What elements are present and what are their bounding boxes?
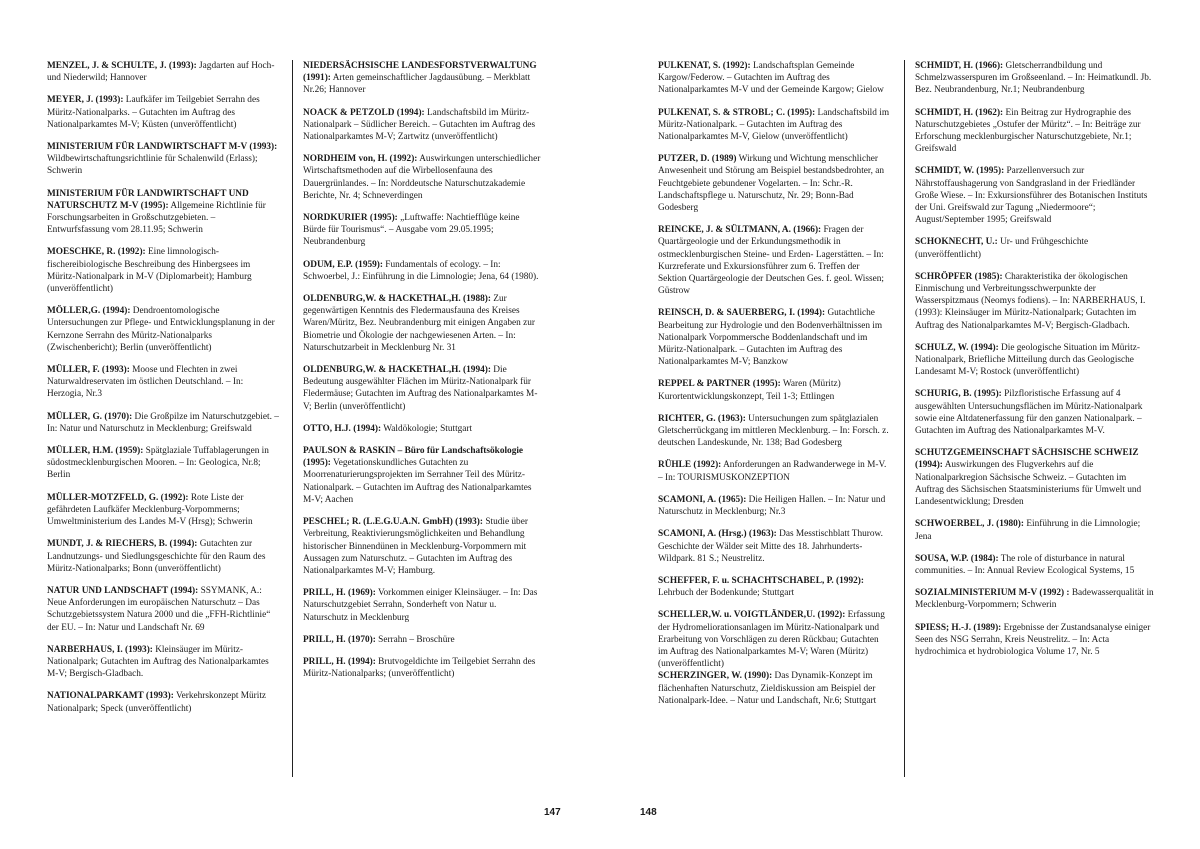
bibliography-column-3 [658,60,890,717]
entry-text: Auswirkungen des Flugverkehrs auf die Nationalparkregion Sächsische Schweiz. – Gutachten im Auftrag des Sächsischen Staatsministeriums für Umwelt und Landesentwicklung; Dresden [915,460,1142,508]
column-divider-left-page [292,60,293,777]
entry-author: PULKENAT, S. (1992): [658,61,751,71]
entry-text: Auswirkungen unterschiedlicher Wirtschaftsmethoden auf die Wirbellosenfauna des Dauergrünlandes. – In: Norddeutsche Naturschutzakademie Berichte, Nr. 4; Schneverdingen [303,154,541,201]
bibliography-entry [915,447,1155,508]
bibliography-column-4 [915,60,1155,668]
entry-author: SCHMIDT, W. (1995): [915,166,1005,177]
entry-author: RÜHLE (1992): [658,460,722,471]
entry-text: Ein Beitrag zur Hydrographie des Naturschutzgebietes „Ostufer der Müritz“. – In: Beiträge zur Erforschung mecklenburgischer Naturschutzgebiete, Nr.1; Greifswald [915,107,1141,155]
bibliography-entry [303,153,542,202]
bibliography-entry [915,622,1155,659]
entry-author: RICHTER, G. (1963): [658,413,746,424]
entry-text: The role of disturbance in natural communities. – In: Annual Review Ecological Systems, 15 [915,553,1135,576]
entry-text: Das Dynamik-Konzept im flächenhaften Naturschutz, Zieldiskussion am Beispiel der Nationalpark-Idee. – Natur und Landschaft, Nr.6; Stuttgart [658,671,877,706]
entry-author: REINCKE, J. & SÜLTMANN, A. (1966): [658,225,822,236]
entry-text: Fundamentals of ecology. – In: Schwoerbel, J.: Einführung in die Limnologie; Jena, 64 (1980). [303,259,539,282]
entry-text: Spätglaziale Tuffablagerungen in südostmecklenburgischen Mooren. – In: Geologica, Nr.8; Berlin [47,446,269,481]
entry-text: Das Messtischblatt Thurow. Geschichte der Wälder seit Mitte des 18. Jahrhunderts-Wildpark. 81 S.; Neustrelitz. [658,529,883,564]
entry-text: Brutvogeldichte im Teilgebiet Serrahn des Müritz-Nationalparks; (unveröffentlicht) [303,656,536,680]
bibliography-entry [47,492,279,529]
entry-text: Die Großpilze im Naturschutzgebiet. – In: Natur und Naturschutz in Mecklenburg; Greifswald [47,411,279,434]
entry-author: MÜLLER, F. (1993): [47,365,130,376]
entry-author: MENZEL, J. & SCHULTE, J. (1993): [47,61,197,71]
bibliography-entry [303,107,542,144]
bibliography-entry [303,445,542,506]
entry-text: Gutachten zur Landnutzungs- und Siedlungsgeschichte für den Raum des Müritz-Nationalparks; Bonn (unveröffentlicht) [47,539,266,574]
entry-text: Vegetationskundliches Gutachten zu Moorrenaturierungsprojekten im Serrahner Teil des Müritz-Nationalpark. – Gutachten im Auftrag des Nationalparkamtes M-V; Aachen [303,458,532,505]
bibliography-entry [303,656,542,680]
entry-author: MÖLLER,G. (1994): [47,306,131,317]
entry-text: Die Heiligen Hallen. – In: Natur und Naturschutz in Mecklenburg; Nr.3 [658,494,886,518]
entry-text: Eine limnologisch-fischereibiologische Beschreibung des Hinbergsees im Müritz-Nationalpark in M-V (Diplomarbeit); Hamburg (unveröffentlicht) [47,247,252,295]
bibliography-entry [47,188,279,237]
entry-text: Waren (Müritz) Kurortentwicklungskonzept, Teil 1-3; Ettlingen [658,379,841,402]
bibliography-entry [303,212,542,249]
page-number-right: 148 [640,807,657,818]
entry-author: SCHOKNECHT, U.: [915,237,998,248]
entry-author: PRILL, H. (1994): [303,656,376,667]
entry-author: NATUR UND LANDSCHAFT (1994): [47,585,199,596]
bibliography-entry [915,165,1155,226]
page-number-left: 147 [544,807,561,818]
entry-text: Kleinsäuger im Müritz-Nationalpark; Gutachten im Auftrag des Nationalparkamtes M-V; Bergisch-Gladbach. [47,644,269,680]
entry-author: NOACK & PETZOLD (1994): [303,107,425,118]
bibliography-entry [915,236,1155,260]
entry-text: Wirkung und Wichtung menschlicher Anwesenheit und Störung am Beispiel bestandsbedrohter, an Feuchtgebiete gebundener Vogelarten. – In: Schr.-R. Landschaftspflege u. Naturschutz, Nr. 29; Bonn-Bad Godesberg [658,154,885,214]
entry-author: MINISTERIUM FÜR LANDWIRTSCHAFT UND NATURSCHUTZ M-V (1995): [47,188,249,211]
entry-author: REPPEL & PARTNER (1995): [658,379,781,390]
bibliography-entry [915,518,1155,542]
bibliography-entry [658,528,890,565]
entry-author: SCHURIG, B. (1995): [915,389,1002,400]
entry-author: NIEDERSÄCHSISCHE LANDESFORSTVERWALTUNG (1991): [303,61,537,84]
bibliography-entry [915,388,1155,437]
entry-text: Waldökologie; Stuttgart [383,423,473,434]
entry-text: Charakteristika der ökologischen Einmischung und Verbreitungsschwerpunkte der Wasserspitzmaus (Neomys fodiens). – In: NARBERHAUS, I. (1993): Kleinsäuger im Müritz-Nationalpark; Gutachten im Auftrag des Nationalparkamtes M-V; Bergisch-Gladbach. [915,271,1146,331]
bibliography-entry [658,153,890,214]
entry-author: SCHERZINGER, W. (1990): [658,671,773,682]
entry-author: ODUM, E.P. (1959): [303,259,383,270]
entry-text: Verkehrskonzept Müritz Nationalpark; Speck (unveröffentlicht) [47,691,267,714]
entry-text: Arten gemeinschaftlicher Jagdausübung. – Merkblatt Nr.26; Hannover [303,73,531,96]
bibliography-entry [47,538,279,575]
bibliography-entry [47,644,279,681]
bibliography-entry [658,107,890,144]
bibliography-entry [658,307,890,368]
bibliography-entry [915,60,1155,97]
entry-text: Untersuchungen zum spätglazialen Gletscherrückgang im mittleren Mecklenburg. – In: Forsch. z. deutschen Landeskunde, Nr. 138; Bad Godesberg [658,413,889,449]
bibliography-entry [47,585,279,634]
entry-author: PAULSON & RASKIN – Büro für Landschaftsökologie (1995): [303,446,524,469]
bibliography-column-2 [303,60,542,690]
entry-author: MÜLLER, H.M. (1959): [47,446,144,457]
bibliography-entry [47,246,279,295]
bibliography-entry [915,107,1155,156]
entry-author: NARBERHAUS, I. (1993): [47,644,153,655]
entry-text: Gutachtliche Bearbeitung zur Hydrologie und den Bodenverhältnissen im Nationalpark Vorpommersche Boddenlandschaft und im Müritz-Nationalpark. – Gutachten im Auftrag des Nationalparkamtes M-V; Banzkow [658,308,883,368]
entry-author: PESCHEL; R. (L.E.G.U.A.N. GmbH) (1993): [303,517,483,528]
entry-text: Die geologische Situation im Müritz-Nationalpark, Briefliche Mitteilung durch das Geologische Landesamt M-V; Rostock (unveröffentlicht) [915,342,1140,378]
bibliography-entry [658,575,890,599]
bibliography-entry [658,60,890,97]
entry-text: Serrahn – Broschüre [378,634,455,645]
bibliography-entry [915,553,1155,577]
entry-author: SOUSA, W.P. (1984): [915,553,999,564]
entry-text: Fragen der Quartärgeologie und der Erkundungsmethodik in ostmecklenburgischen Steine- und Erden- Lagerstätten. – In: Kurzreferate und Exkursionsführer zum 6. Treffen der Sektion Quartärgeologie der Deutschen Ges. f. geol. Wissen; Güstrow [658,225,884,297]
entry-text: Gletscherrandbildung und Schmelzwasserspuren im Großseenland. – In: Heimatkundl. Jb. Bez. Neubrandenburg, Nr.1; Neubrandenburg [915,61,1152,96]
entry-text: Landschaftsbild im Müritz-Nationalpark. – Gutachten im Auftrag des Nationalparkamtes M-V, Gielow (unveröffentlicht) [658,107,890,143]
bibliography-entry [47,364,279,401]
entry-author: SCAMONI, A. (1965): [658,494,747,505]
entry-author: PRILL, H. (1969): [303,588,376,599]
entry-author: SCHULZ, W. (1994): [915,342,999,353]
bibliography-entry [47,305,279,354]
entry-author: NORDKURIER (1995): [303,213,398,224]
entry-author: MEYER, J. (1993): [47,95,124,106]
entry-author: OTTO, H.J. (1994): [303,423,382,434]
entry-text: Einführung in die Limnologie; Jena [915,519,1141,542]
bibliography-entry [303,259,542,283]
entry-text: Parzellenversuch zur Nährstoffaushagerung von Sandgrasland in der Friedländer Große Wiese. – In: Exkursionsführer des Botanischen Instituts der Uni. Greifswald zur Tagung „Niedermoore“; August/September 1995; Greifswald [915,166,1148,226]
entry-text: Dendroentomologische Untersuchungen zur Pflege- und Entwicklungsplanung in der Kernzone Serrahn des Müritz-Nationalparks (Zwischenbericht); Berlin (unveröffentlicht) [47,306,275,353]
entry-text: „Luftwaffe: Nachtiefflüge keine Bürde für Tourismus“. – Ausgabe vom 29.05.1995; Neubrandenburg [303,213,520,248]
entry-author: MÜLLER-MOTZFELD, G. (1992): [47,492,189,503]
entry-author: REINSCH, D. & SAUERBERG, I. (1994): [658,308,826,319]
entry-author: OLDENBURG,W. & HACKETHAL,H. (1994): [303,365,491,376]
bibliography-entry [658,224,890,297]
bibliography-entry [658,494,890,518]
entry-text: Jagdarten auf Hoch- und Niederwild; Hannover [47,61,275,84]
entry-text: Landschaftsplan Gemeinde Kargow/Federow. – Gutachten im Auftrag des Nationalparkamtes M-V und der Gemeinde Kargow; Gielow [658,61,884,96]
entry-author: NORDHEIM von, H. (1992): [303,154,418,165]
bibliography-entry [915,271,1155,332]
entry-text: SSYMANK, A.: Neue Anforderungen im europäischen Naturschutz – Das Schutzgebietssystem Natura 2000 und die „FFH-Richtlinie“ der EU. – In: Natur und Landschaft Nr. 69 [47,585,271,633]
bibliography-entry [303,293,542,354]
entry-author: PRILL, H. (1970): [303,634,376,645]
bibliography-entry [47,445,279,482]
entry-text: Pilzfloristische Erfassung auf 4 ausgewählten Untersuchungsflächen im Müritz-Nationalpark sowie eine Altdatenerfassung für den ganzen Nationalpark. – Gutachten im Auftrag des Nationalparkamtes M-V. [915,389,1143,437]
entry-text: Ergebnisse der Zustandsanalyse einiger Seen des NSG Serrahn, Kreis Neustrelitz. – In: Acta hydrochimica et hydrobiologica Volume 17, Nr. 5 [915,622,1151,657]
entry-author: MOESCHKE, R. (1992): [47,247,146,258]
bibliography-entry [47,60,279,84]
entry-text: Ur- und Frühgeschichte (unveröffentlicht) [915,237,1089,260]
entry-text: Vorkommen einiger Kleinsäuger. – In: Das Naturschutzgebiet Serrahn, Sonderheft von Natur u. Naturschutz in Mecklenburg [303,588,538,623]
entry-author: SCHELLER,W. u. VOIGTLÄNDER,U. (1992): [658,610,846,621]
entry-text: Allgemeine Richtlinie für Forschungsarbeiten in Großschutzgebieten. – Entwurfsfassung vom 28.11.95; Schwerin [47,200,266,236]
entry-author: MUNDT, J. & RIECHERS, B. (1994): [47,539,198,550]
bibliography-entry [303,423,542,435]
entry-text: Erfassung der Hydromeliorationsanlagen im Müritz-Nationalpark und Erarbeitung von Vorschlägen zu deren Rückbau; Gutachten im Auftrag des Nationalparkamtes M-V; Waren (Müritz) (unveröffentlicht) [658,610,885,670]
bibliography-column-1 [47,60,279,725]
entry-author: MÜLLER, G. (1970): [47,411,133,422]
entry-text: Studie über Verbreitung, Reaktivierungsmöglichkeiten und Behandlung historischer Binnendünen in Mecklenburg-Vorpommern mit Aussagen zum Naturschutz. – Gutachten im Auftrag des Nationalparkamtes M-V; Hamburg. [303,517,528,576]
bibliography-entry [915,587,1155,611]
bibliography-entry [303,587,542,624]
entry-author: SCHMIDT, H. (1966): [915,61,1004,71]
bibliography-entry [303,364,542,413]
entry-text: Rote Liste der gefährdeten Laufkäfer Mecklenburg-Vorpommerns; Umweltministerium des Landes M-V (Hrsg); Schwerin [47,492,253,528]
entry-text: Landschaftsbild im Müritz-Nationalpark – Südlicher Bereich. – Gutachten im Auftrag des Nationalparkamtes M-V; Zartwitz (unveröffentlicht) [303,107,536,143]
entry-text: Die Bedeutung ausgewählter Flächen im Müritz-Nationalpark für Fledermäuse; Gutachten im Auftrag des Nationalparkamtes M-V; Berlin (unveröffentlicht) [303,365,538,412]
bibliography-entry [303,634,542,646]
bibliography-entry [658,378,890,402]
entry-author: SPIESS; H.-J. (1989): [915,622,1002,633]
entry-text: Moose und Flechten in zwei Naturwaldreservaten im östlichen Deutschland. – In: Herzogia, Nr.3 [47,365,244,400]
entry-author: SCAMONI, A. (Hrsg.) (1963): [658,529,777,540]
entry-text: Anforderungen an Radwanderwege in M-V. – In: TOURISMUSKONZEPTION [658,460,887,483]
entry-author: SCHEFFER, F. u. SCHACHTSCHABEL, P. (1992): [658,575,864,586]
bibliography-entry [658,413,890,450]
entry-author: SCHWOERBEL, J. (1980): [915,519,1024,530]
entry-text: Wildbewirtschaftungsrichtlinie für Schalenwild (Erlass); Schwerin [47,154,258,177]
entry-text: Laufkäfer im Teilgebiet Serrahn des Müritz-Nationalparks. – Gutachten im Auftrag des Nationalparkamtes M-V; Küsten (unveröffentlicht) [47,95,260,130]
entry-author: SOZIALMINISTERIUM M-V (1992) : [915,588,1070,599]
bibliography-entry [47,94,279,131]
bibliography-entry [303,516,542,577]
bibliography-entry [658,670,890,707]
bibliography-entry [303,60,542,97]
entry-author: SCHMIDT, H. (1962): [915,107,1004,118]
entry-author: MINISTERIUM FÜR LANDWIRTSCHAFT M-V (1993): [47,142,278,153]
bibliography-entry [658,459,890,483]
entry-text: Zur gegenwärtigen Kenntnis des Fledermausfauna des Kreises Waren/Müritz, Bez. Neubrandenburg mit einigen Angaben zur Biometrie und Ökologie der nachgewiesenen Arten. – In: Naturschutzarbeit in Mecklenburg Nr. 31 [303,294,535,353]
bibliography-entry [47,141,279,178]
bibliography-entry [47,411,279,435]
entry-text: Lehrbuch der Bodenkunde; Stuttgart [658,588,795,599]
bibliography-entry [47,690,279,714]
bibliography-entry [658,609,890,670]
entry-author: PUTZER, D. (1989) [658,154,737,165]
entry-author: SCHRÖPFER (1985): [915,271,1003,282]
entry-author: PULKENAT, S. & STROBL; C. (1995): [658,107,816,118]
bibliography-entry [915,342,1155,379]
entry-text: Badewasserqualität in Mecklenburg-Vorpommern; Schwerin [915,588,1154,611]
entry-author: OLDENBURG,W. & HACKETHAL,H. (1988): [303,294,491,305]
entry-author: SCHUTZGEMEINSCHAFT SÄCHSISCHE SCHWEIZ (1994): [915,448,1139,471]
entry-author: NATIONALPARKAMT (1993): [47,691,174,702]
column-divider-right-page [904,60,905,777]
